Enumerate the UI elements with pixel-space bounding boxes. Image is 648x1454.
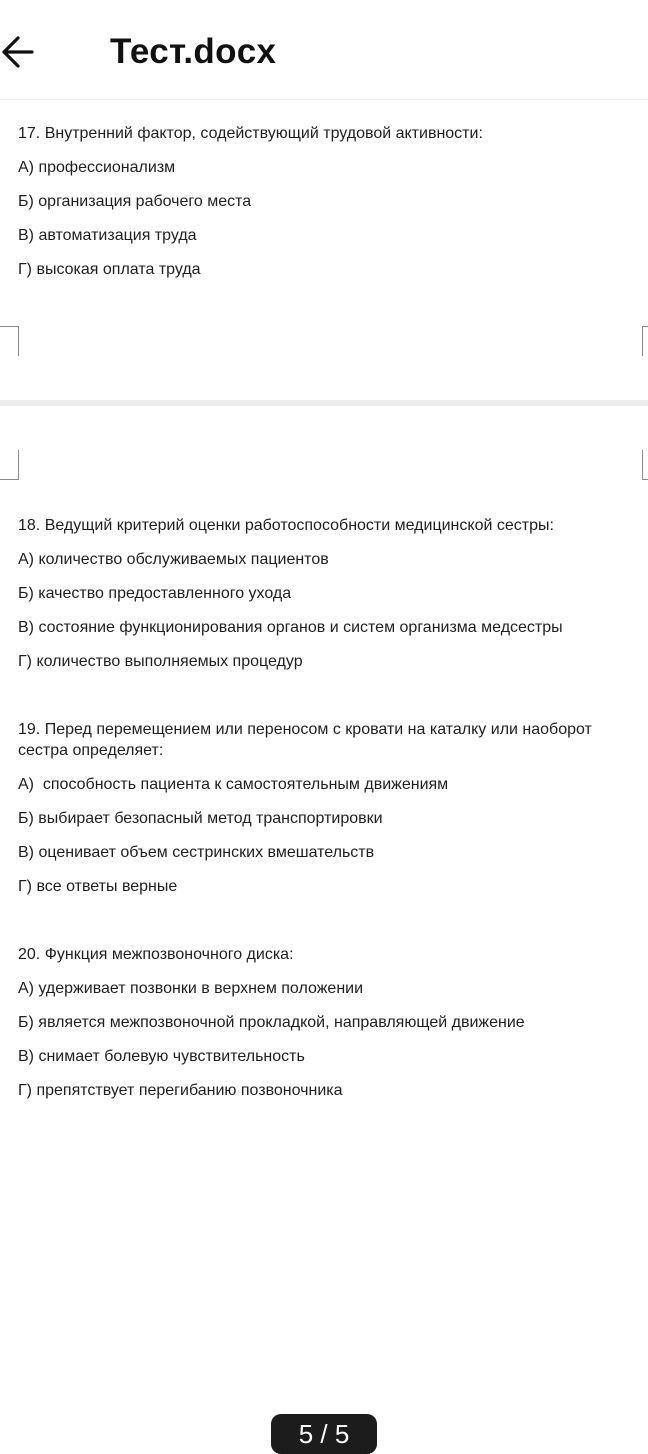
crop-mark xyxy=(642,450,648,480)
q19-option-c: В) оценивает объем сестринских вмешательств xyxy=(18,844,375,861)
q18-option-b: Б) качество предоставленного ухода xyxy=(18,585,292,602)
back-button[interactable] xyxy=(0,32,40,72)
q17-option-c: В) автоматизация труда xyxy=(18,227,197,244)
question-17: 17. Внутренний фактор, содействующий трудовой активности: xyxy=(18,125,483,142)
q20-option-c: В) снимает болевую чувствительность xyxy=(18,1048,305,1065)
question-19: 19. Перед перемещением или переносом с кровати на каталку или наоборот сестра определяет: xyxy=(18,721,597,759)
crop-mark xyxy=(0,450,19,480)
question-18: 18. Ведущий критерий оценки работоспособности медицинской сестры: xyxy=(18,517,554,534)
arrow-left-icon xyxy=(0,32,40,72)
q19-option-d: Г) все ответы верные xyxy=(18,878,178,895)
document-page-5[interactable] xyxy=(0,406,648,1440)
q17-option-d: Г) высокая оплата труда xyxy=(18,261,201,278)
q19-option-a: А) способность пациента к самостоятельным движениям xyxy=(18,776,449,793)
q18-option-c: В) состояние функционирования органов и систем организма медсестры xyxy=(18,619,563,636)
crop-mark xyxy=(642,326,648,356)
document-page-4[interactable] xyxy=(0,100,648,400)
q18-option-a: А) количество обслуживаемых пациентов xyxy=(18,551,329,568)
question-20: 20. Функция межпозвоночного диска: xyxy=(18,946,294,963)
crop-mark xyxy=(0,326,19,356)
document-title: Тест.docx xyxy=(110,32,277,71)
q18-option-d: Г) количество выполняемых процедур xyxy=(18,653,303,670)
q17-option-b: Б) организация рабочего места xyxy=(18,193,252,210)
q17-option-a: А) профессионализм xyxy=(18,159,176,176)
q19-option-b: Б) выбирает безопасный метод транспортировки xyxy=(18,810,383,827)
q20-option-a: А) удерживает позвонки в верхнем положении xyxy=(18,980,364,997)
q20-option-b: Б) является межпозвоночной прокладкой, направляющей движение xyxy=(18,1014,525,1031)
page-indicator: 5 / 5 xyxy=(271,1414,377,1454)
q20-option-d: Г) препятствует перегибанию позвоночника xyxy=(18,1082,343,1099)
app-header xyxy=(0,0,648,100)
